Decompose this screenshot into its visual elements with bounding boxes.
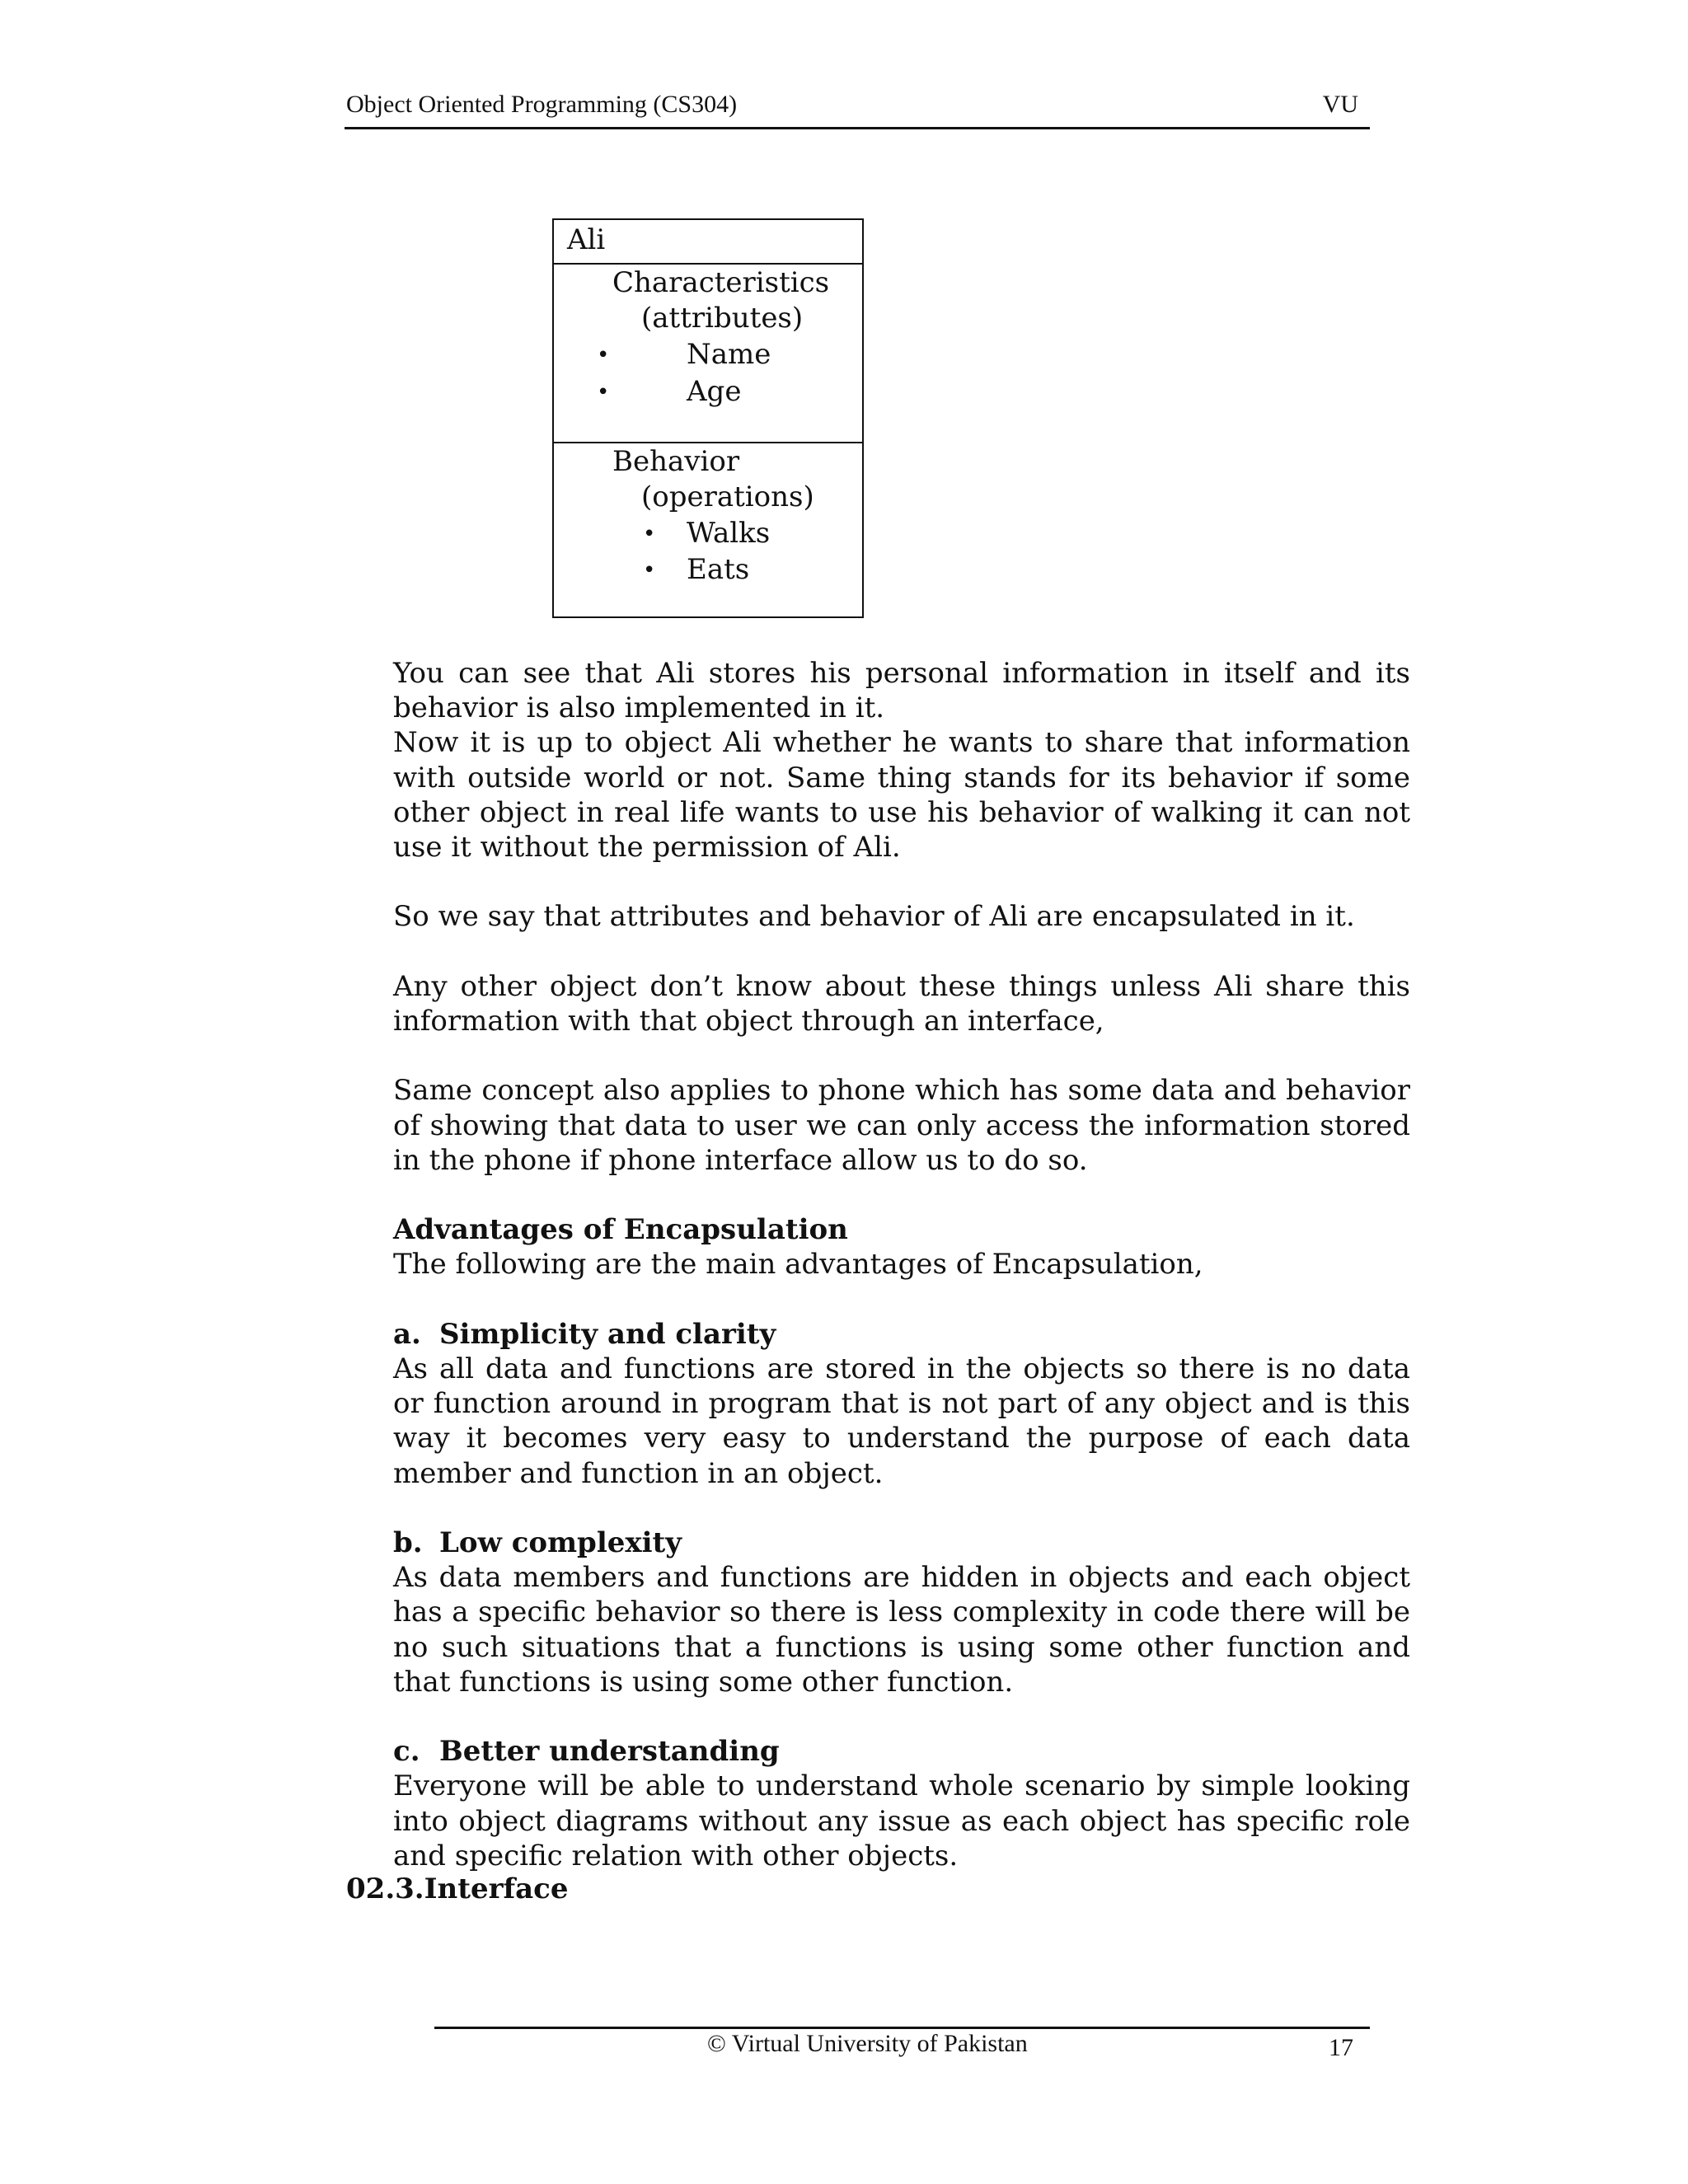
behavior-item: Walks	[687, 517, 771, 550]
bullet-icon: •	[643, 522, 656, 546]
advantage-text: Everyone will be able to understand whole scenario by simple looking into object diagrams without any issue as each object has specific role and specific relation with other objects.	[393, 1769, 1410, 1872]
paragraph: You can see that Ali stores his personal information in itself and its behavior is also implemented in it.	[393, 657, 1410, 725]
attributes-subheading: (attributes)	[641, 302, 804, 335]
paragraph: Now it is up to object Ali whether he wants to share that information with outside world or not. Same thing stands for its behavior if some other object in real life wants to use his behavior of walking it can not use it without the permission of Ali.	[393, 726, 1410, 865]
behavior-divider	[554, 442, 862, 443]
object-name: Ali	[567, 223, 606, 256]
bullet-icon: •	[597, 380, 610, 405]
attribute-item: Age	[687, 375, 742, 408]
advantage-title	[393, 1317, 1410, 1352]
paragraph: So we say that attributes and behavior of Ali are encapsulated in it.	[393, 900, 1355, 934]
footer-copyright: © Virtual University of Pakistan	[707, 2030, 1028, 2057]
bullet-icon: •	[597, 343, 610, 368]
page-header	[345, 89, 1370, 129]
course-title: Object Oriented Programming (CS304)	[346, 91, 738, 118]
object-diagram	[552, 218, 864, 618]
advantages-heading: Advantages of Encapsulation	[393, 1213, 848, 1247]
behavior-heading: Behavior	[612, 445, 740, 478]
advantage-letter: c.	[393, 1735, 420, 1769]
footer-rule	[434, 2027, 1370, 2029]
behavior-item: Eats	[687, 553, 750, 586]
advantage-letter: b.	[393, 1526, 423, 1559]
page-number: 17	[1329, 2034, 1353, 2061]
paragraph: Any other object don’t know about these things unless Ali share this information with that object through an interface,	[393, 969, 1410, 1038]
advantage-letter: a.	[393, 1317, 421, 1351]
advantage-title-text: Low complexity	[439, 1526, 682, 1559]
attribute-item: Name	[687, 338, 771, 371]
advantage-text: As data members and functions are hidden in objects and each object has a specific behavior so there is less complexity in code there will be no such situations that a functions is using some other function and that functions is using some other function.	[393, 1561, 1410, 1699]
org-abbreviation: VU	[1322, 91, 1358, 118]
advantage-text: As all data and functions are stored in the objects so there is no data or function around in program that is not part of any object and is this way it becomes very easy to understand the purpose of each data member and function in an object.	[393, 1352, 1410, 1490]
advantages-intro: The following are the main advantages of Encapsulation,	[393, 1248, 1203, 1282]
object-name-row	[554, 220, 862, 265]
behavior-subheading: (operations)	[641, 480, 814, 513]
advantage-title-text: Simplicity and clarity	[439, 1317, 776, 1351]
section-heading: 02.3.Interface	[346, 1872, 569, 1905]
advantage-title	[393, 1526, 1410, 1560]
bullet-icon: •	[643, 558, 656, 583]
body-text	[393, 656, 1410, 1873]
paragraph: Same concept also applies to phone which has some data and behavior of showing that data to user we can only access the information stored in the phone if phone interface allow us to do so.	[393, 1074, 1410, 1177]
attributes-heading: Characteristics	[612, 266, 830, 299]
advantage-title	[393, 1734, 1410, 1769]
advantage-title-text: Better understanding	[439, 1735, 780, 1769]
